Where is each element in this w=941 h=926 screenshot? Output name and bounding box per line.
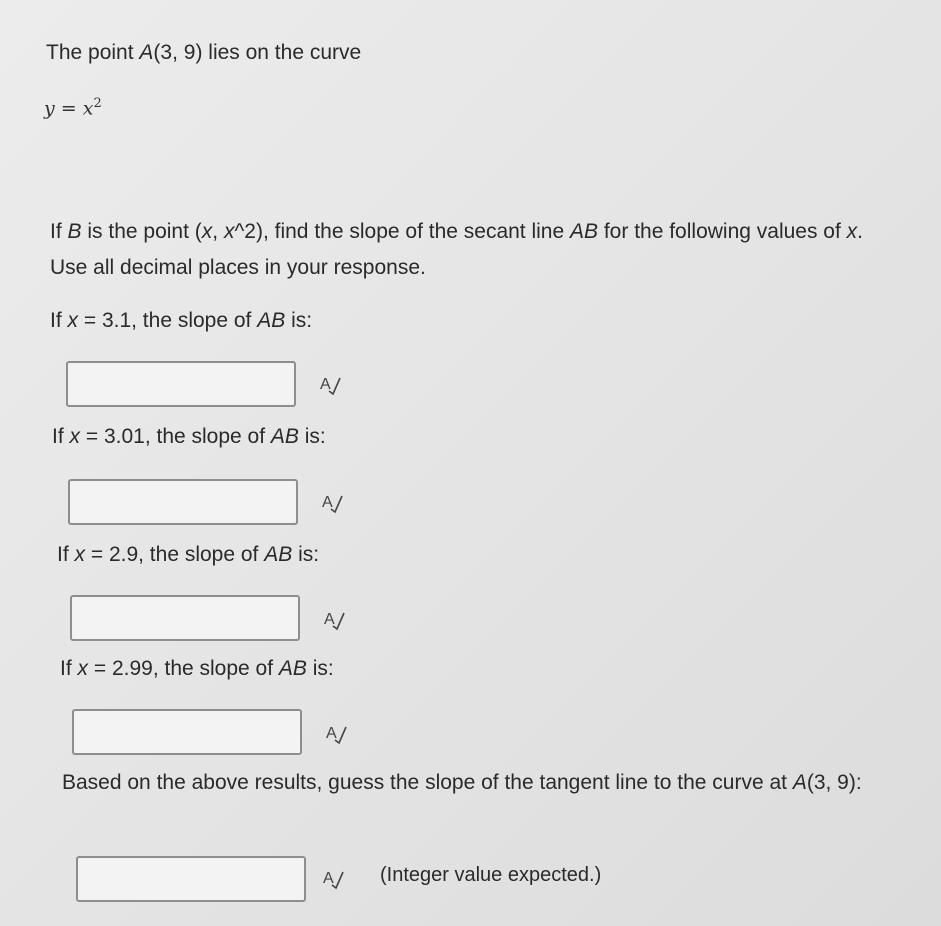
instr-x: x (223, 220, 235, 243)
svg-text:A: A (323, 870, 334, 887)
answer-input-1[interactable] (66, 361, 296, 407)
svg-text:A: A (324, 611, 335, 628)
svg-text:A: A (320, 376, 331, 393)
instr-part: ^2), find the slope of the secant line (234, 220, 570, 243)
intro-lead: The point (46, 41, 140, 64)
q-line: AB (264, 543, 293, 566)
tangent-point-name: A (792, 771, 807, 794)
question-1-label (50, 304, 312, 338)
instr-x: x (846, 220, 858, 243)
question-4-label (60, 652, 334, 686)
formula-preview-icon[interactable] (322, 607, 346, 631)
q-line: AB (270, 425, 299, 448)
q-value: = 2.99, the slope of (88, 657, 279, 680)
q-value: = 3.1, the slope of (78, 309, 258, 332)
tangent-question-label (62, 766, 902, 800)
answer-input-2[interactable] (68, 479, 298, 525)
q-suffix: is: (298, 425, 326, 448)
curve-eq: = (54, 97, 83, 120)
q-prefix: If (60, 657, 78, 680)
formula-preview-icon[interactable] (324, 721, 348, 745)
curve-equation (44, 96, 102, 119)
intro-point-name: A (139, 41, 154, 64)
q-var: x (69, 425, 81, 448)
intro-tail: lies on the curve (202, 41, 362, 64)
formula-preview-icon[interactable] (318, 372, 342, 396)
svg-text:A: A (326, 725, 337, 742)
integer-note: (Integer value expected.) (380, 864, 602, 886)
tangent-point-coords: (3, 9): (806, 771, 862, 794)
instr-part: . Use all decimal places in your response. (50, 220, 863, 279)
intro-text (46, 36, 361, 70)
instr-part: for the following values of (598, 220, 847, 243)
svg-text:A: A (322, 494, 333, 511)
curve-base: x (82, 97, 94, 120)
instr-part: If (50, 220, 68, 243)
q-var: x (74, 543, 86, 566)
instr-part: is the point ( (81, 220, 202, 243)
question-3-label (57, 538, 319, 572)
formula-preview-icon[interactable] (321, 866, 345, 890)
q-prefix: If (52, 425, 70, 448)
answer-input-tangent[interactable] (76, 856, 306, 902)
q-prefix: If (50, 309, 68, 332)
q-var: x (67, 309, 79, 332)
q-value: = 2.9, the slope of (85, 543, 265, 566)
instr-x: x (201, 220, 213, 243)
question-2-label (52, 420, 326, 454)
tangent-lead: Based on the above results, guess the slope of the tangent line to the curve at (62, 771, 793, 794)
intro-point-coords: (3, 9) (153, 41, 203, 64)
q-suffix: is: (285, 309, 313, 332)
formula-preview-icon[interactable] (320, 490, 344, 514)
answer-input-3[interactable] (70, 595, 300, 641)
q-line: AB (278, 657, 307, 680)
q-value: = 3.01, the slope of (80, 425, 271, 448)
instructions-text (50, 214, 905, 286)
curve-lhs: y (44, 97, 55, 120)
q-suffix: is: (306, 657, 334, 680)
instr-line: AB (570, 220, 599, 243)
q-suffix: is: (292, 543, 320, 566)
q-var: x (77, 657, 89, 680)
instr-point-b: B (67, 220, 82, 243)
instr-part: , (212, 220, 224, 243)
curve-exponent: 2 (93, 96, 102, 111)
q-prefix: If (57, 543, 75, 566)
q-line: AB (257, 309, 286, 332)
answer-input-4[interactable] (72, 709, 302, 755)
